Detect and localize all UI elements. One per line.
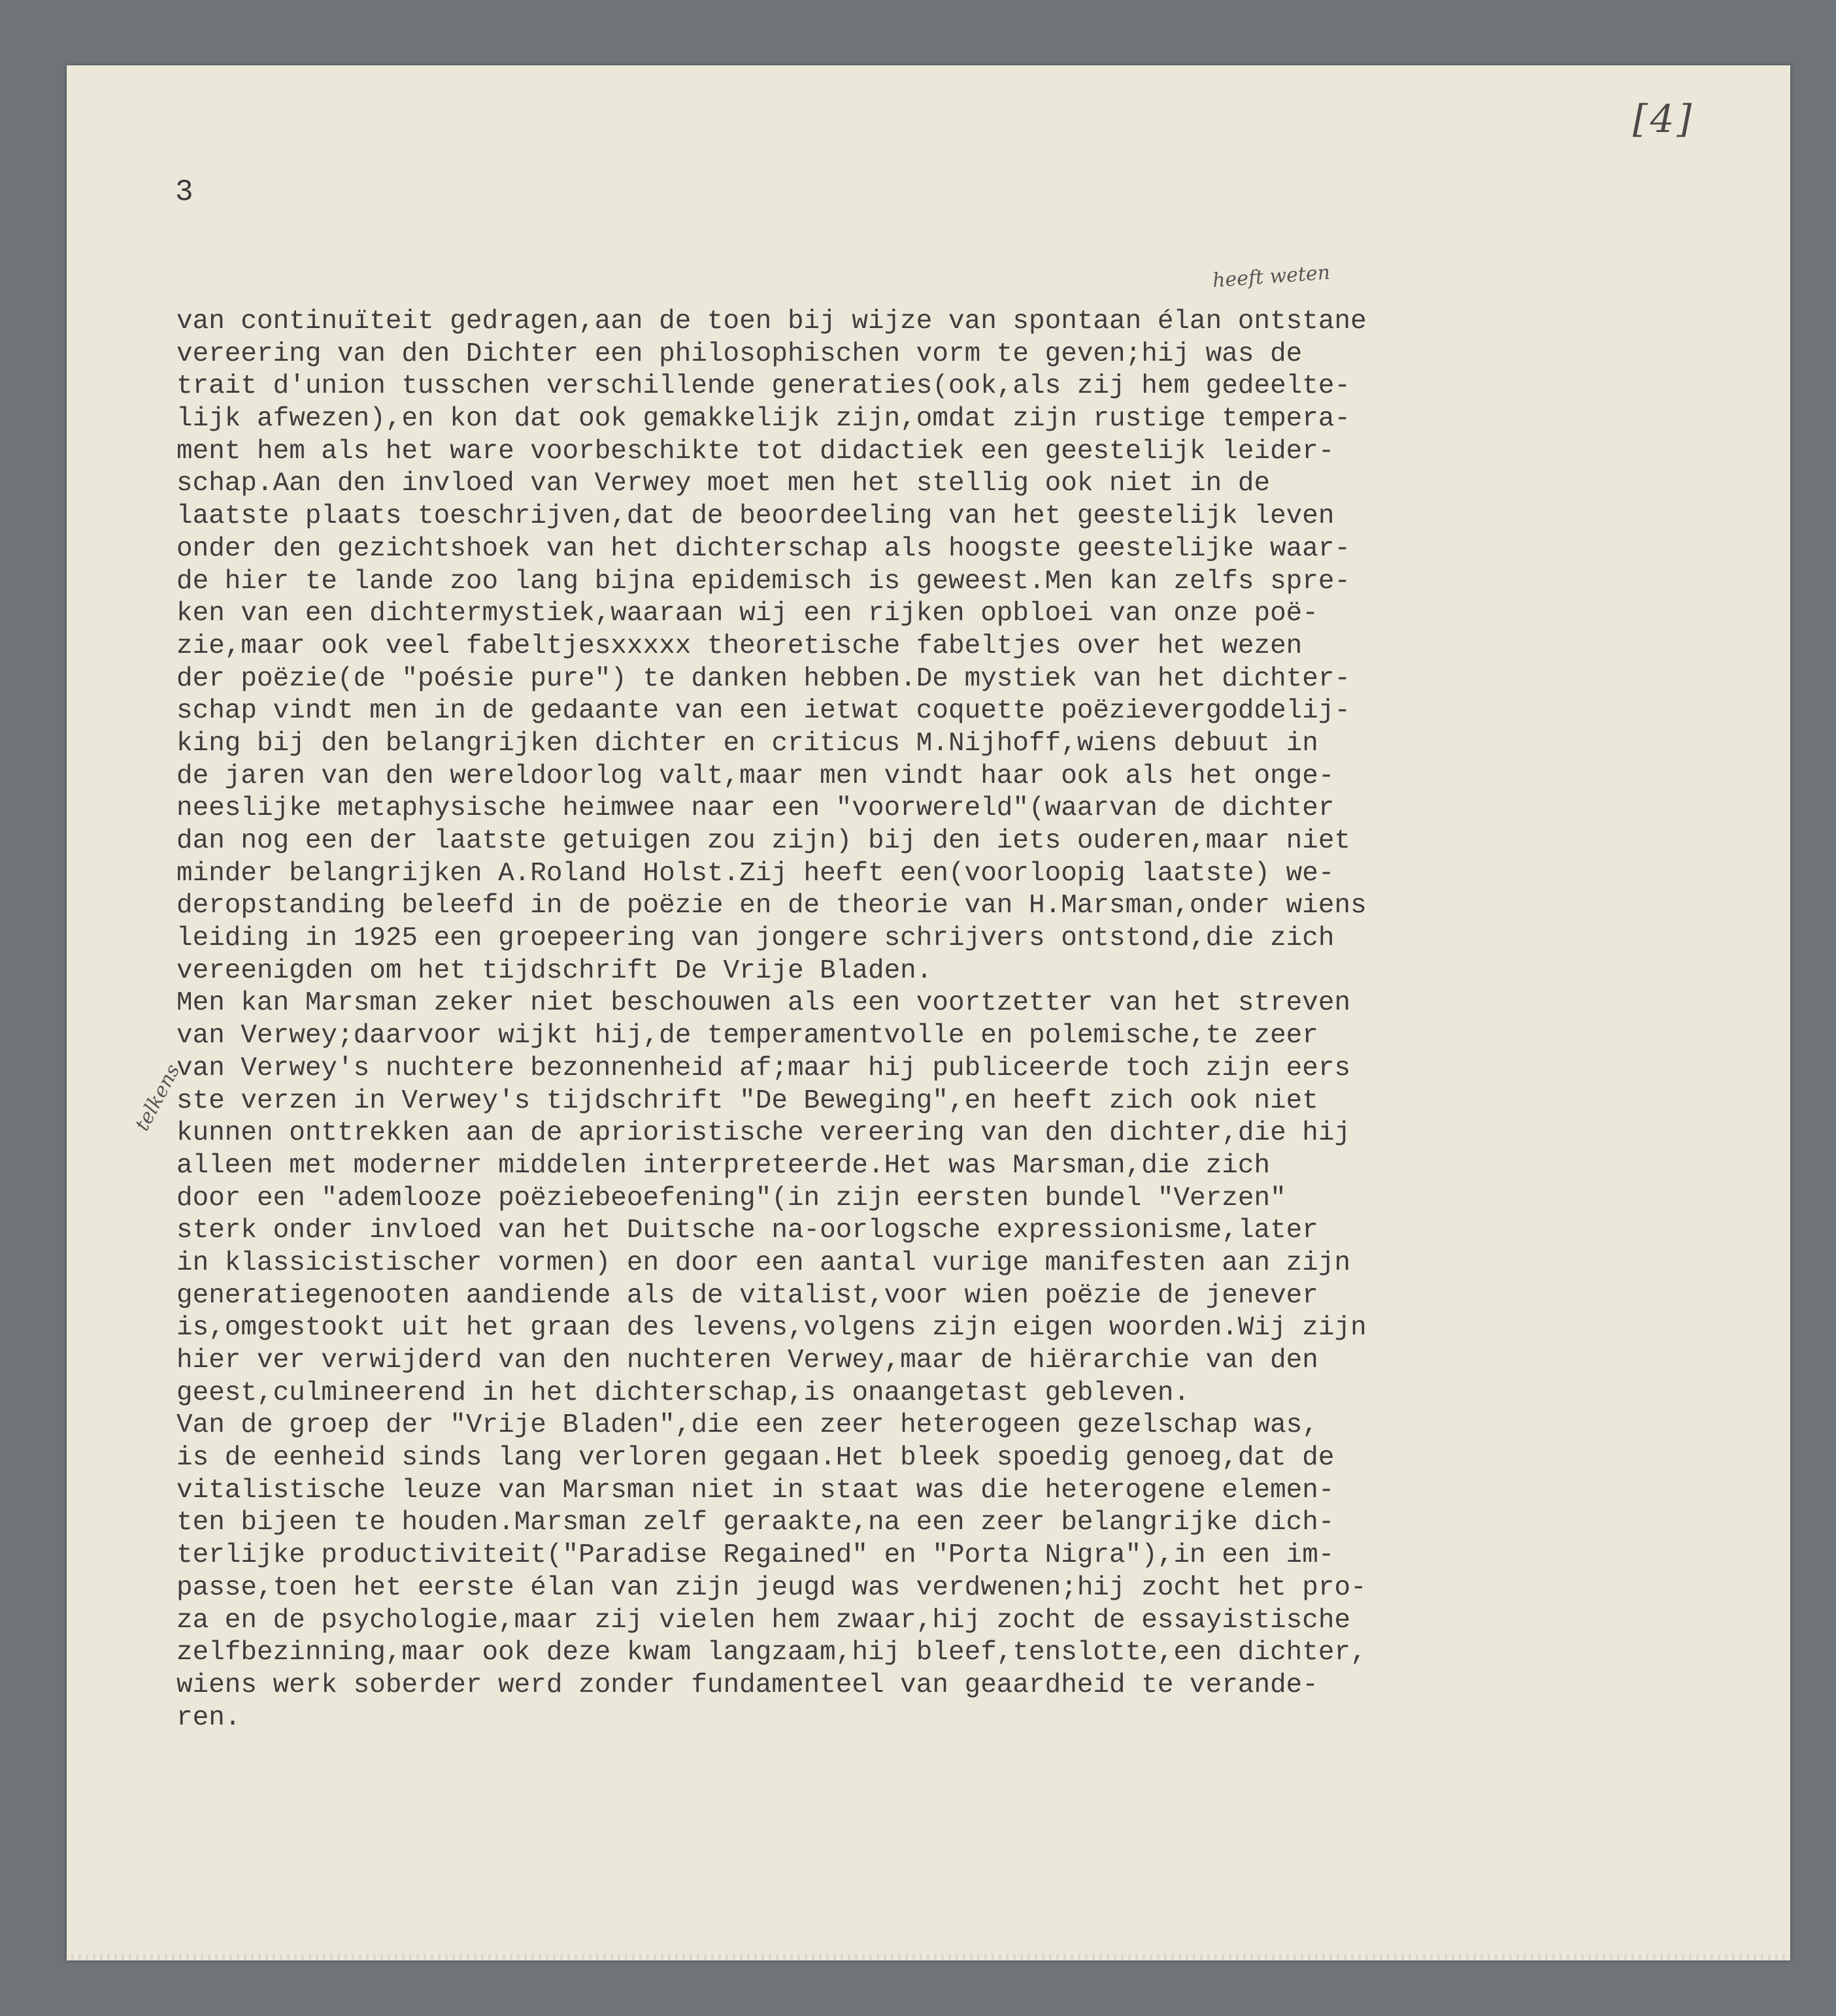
text-line: Van de groep der "Vrije Bladen",die een zeer heterogeen gezelschap was, xyxy=(176,1410,1318,1441)
text-line: generatiegenooten aandiende als de vitalist,voor wien poëzie de jenever xyxy=(176,1280,1318,1311)
text-line: leiding in 1925 een groepeering van jongere schrijvers ontstond,die zich xyxy=(176,923,1335,954)
archive-page-number: [4] xyxy=(1633,97,1695,141)
text-line: alleen met moderner middelen interpreteerde.Het was Marsman,die zich xyxy=(176,1150,1271,1181)
text-line: ste verzen in Verwey's tijdschrift "De Beweging",en heeft zich ook niet xyxy=(176,1085,1318,1116)
text-line: in klassicistischer vormen) en door een aantal vurige manifesten aan zijn xyxy=(176,1248,1351,1278)
text-line: de jaren van den wereldoorlog valt,maar men vindt haar ook als het onge- xyxy=(176,761,1335,791)
text-line: laatste plaats toeschrijven,dat de beoordeeling van het geestelijk leven xyxy=(176,501,1335,532)
text-line: ken van een dichtermystiek,waaraan wij een rijken opbloei van onze poë- xyxy=(176,599,1318,629)
text-line: zelfbezinning,maar ook deze kwam langzaam,hij bleef,tenslotte,een dichter, xyxy=(176,1638,1367,1668)
text-line: lijk afwezen),en kon dat ook gemakkelijk zijn,omdat zijn rustige tempera- xyxy=(176,404,1351,435)
text-line: schap vindt men in de gedaante van een ietwat coquette poëzievergoddelij- xyxy=(176,696,1351,727)
handwritten-annotation-top: heeft weten xyxy=(1211,261,1331,293)
text-line: sterk onder invloed van het Duitsche na-oorlogsche expressionisme,later xyxy=(176,1215,1318,1246)
text-line: terlijke productiviteit("Paradise Regained" en "Porta Nigra"),in een im- xyxy=(176,1540,1335,1571)
page-number: 3 xyxy=(175,175,193,209)
text-line: Men kan Marsman zeker niet beschouwen als een voortzetter van het streven xyxy=(176,988,1351,1019)
text-line: schap.Aan den invloed van Verwey moet men het stellig ook niet in de xyxy=(176,469,1271,499)
text-line: onder den gezichtshoek van het dichterschap als hoogste geestelijke waar- xyxy=(176,533,1351,564)
text-line: deropstanding beleefd in de poëzie en de theorie van H.Marsman,onder wiens xyxy=(176,891,1367,921)
text-line: passe,toen het eerste élan van zijn jeugd was verdwenen;hij zocht het pro- xyxy=(176,1572,1367,1603)
text-line: kunnen onttrekken aan de aprioristische vereering van den dichter,die hij xyxy=(176,1118,1351,1149)
handwritten-annotation-margin: telkens xyxy=(131,1060,185,1135)
text-line: vereering van den Dichter een philosophischen vorm te geven;hij was de xyxy=(176,339,1303,369)
text-line: vereenigden om het tijdschrift De Vrije Bladen. xyxy=(176,955,933,986)
text-line: neeslijke metaphysische heimwee naar een "voorwereld"(waarvan de dichter xyxy=(176,793,1335,824)
text-line: door een "ademlooze poëziebeoefening"(in zijn eersten bundel "Verzen" xyxy=(176,1183,1286,1214)
text-line: hier ver verwijderd van den nuchteren Verwey,maar de hiërarchie van den xyxy=(176,1346,1318,1376)
text-line: is,omgestookt uit het graan des levens,volgens zijn eigen woorden.Wij zijn xyxy=(176,1313,1367,1344)
text-line: zie,maar ook veel fabeltjesxxxxx theoretische fabeltjes over het wezen xyxy=(176,631,1303,661)
text-line: king bij den belangrijken dichter en criticus M.Nijhoff,wiens debuut in xyxy=(176,728,1318,759)
text-line: van Verwey's nuchtere bezonnenheid af;maar hij publiceerde toch zijn eers xyxy=(176,1053,1351,1083)
text-line: wiens werk soberder werd zonder fundamenteel van geaardheid te verande- xyxy=(176,1670,1318,1700)
text-line: is de eenheid sinds lang verloren gegaan.Het bleek spoedig genoeg,dat de xyxy=(176,1443,1335,1474)
text-line: ren. xyxy=(176,1702,241,1733)
text-line: minder belangrijken A.Roland Holst.Zij heeft een(voorloopig laatste) we- xyxy=(176,858,1335,889)
text-line: trait d'union tusschen verschillende generaties(ook,als zij hem gedeelte- xyxy=(176,371,1351,402)
text-line: der poëzie(de "poésie pure") te danken hebben.De mystiek van het dichter- xyxy=(176,663,1351,694)
text-line: vitalistische leuze van Marsman niet in staat was die heterogene elemen- xyxy=(176,1475,1335,1506)
text-line: za en de psychologie,maar zij vielen hem zwaar,hij zocht de essayistische xyxy=(176,1605,1351,1636)
text-line: van continuïteit gedragen,aan de toen bij wijze van spontaan élan ontstane xyxy=(176,306,1367,337)
typed-body-text xyxy=(176,306,1693,1734)
text-line: de hier te lande zoo lang bijna epidemisch is geweest.Men kan zelfs spre- xyxy=(176,566,1351,597)
text-line: dan nog een der laatste getuigen zou zijn) bij den iets ouderen,maar niet xyxy=(176,826,1351,856)
text-line: ment hem als het ware voorbeschikte tot didactiek een geestelijk leider- xyxy=(176,436,1335,467)
text-line: van Verwey;daarvoor wijkt hij,de temperamentvolle en polemische,te zeer xyxy=(176,1021,1318,1051)
text-line: ten bijeen te houden.Marsman zelf geraakte,na een zeer belangrijke dich- xyxy=(176,1508,1335,1538)
text-line: geest,culmineerend in het dichterschap,is onaangetast gebleven. xyxy=(176,1378,1190,1408)
